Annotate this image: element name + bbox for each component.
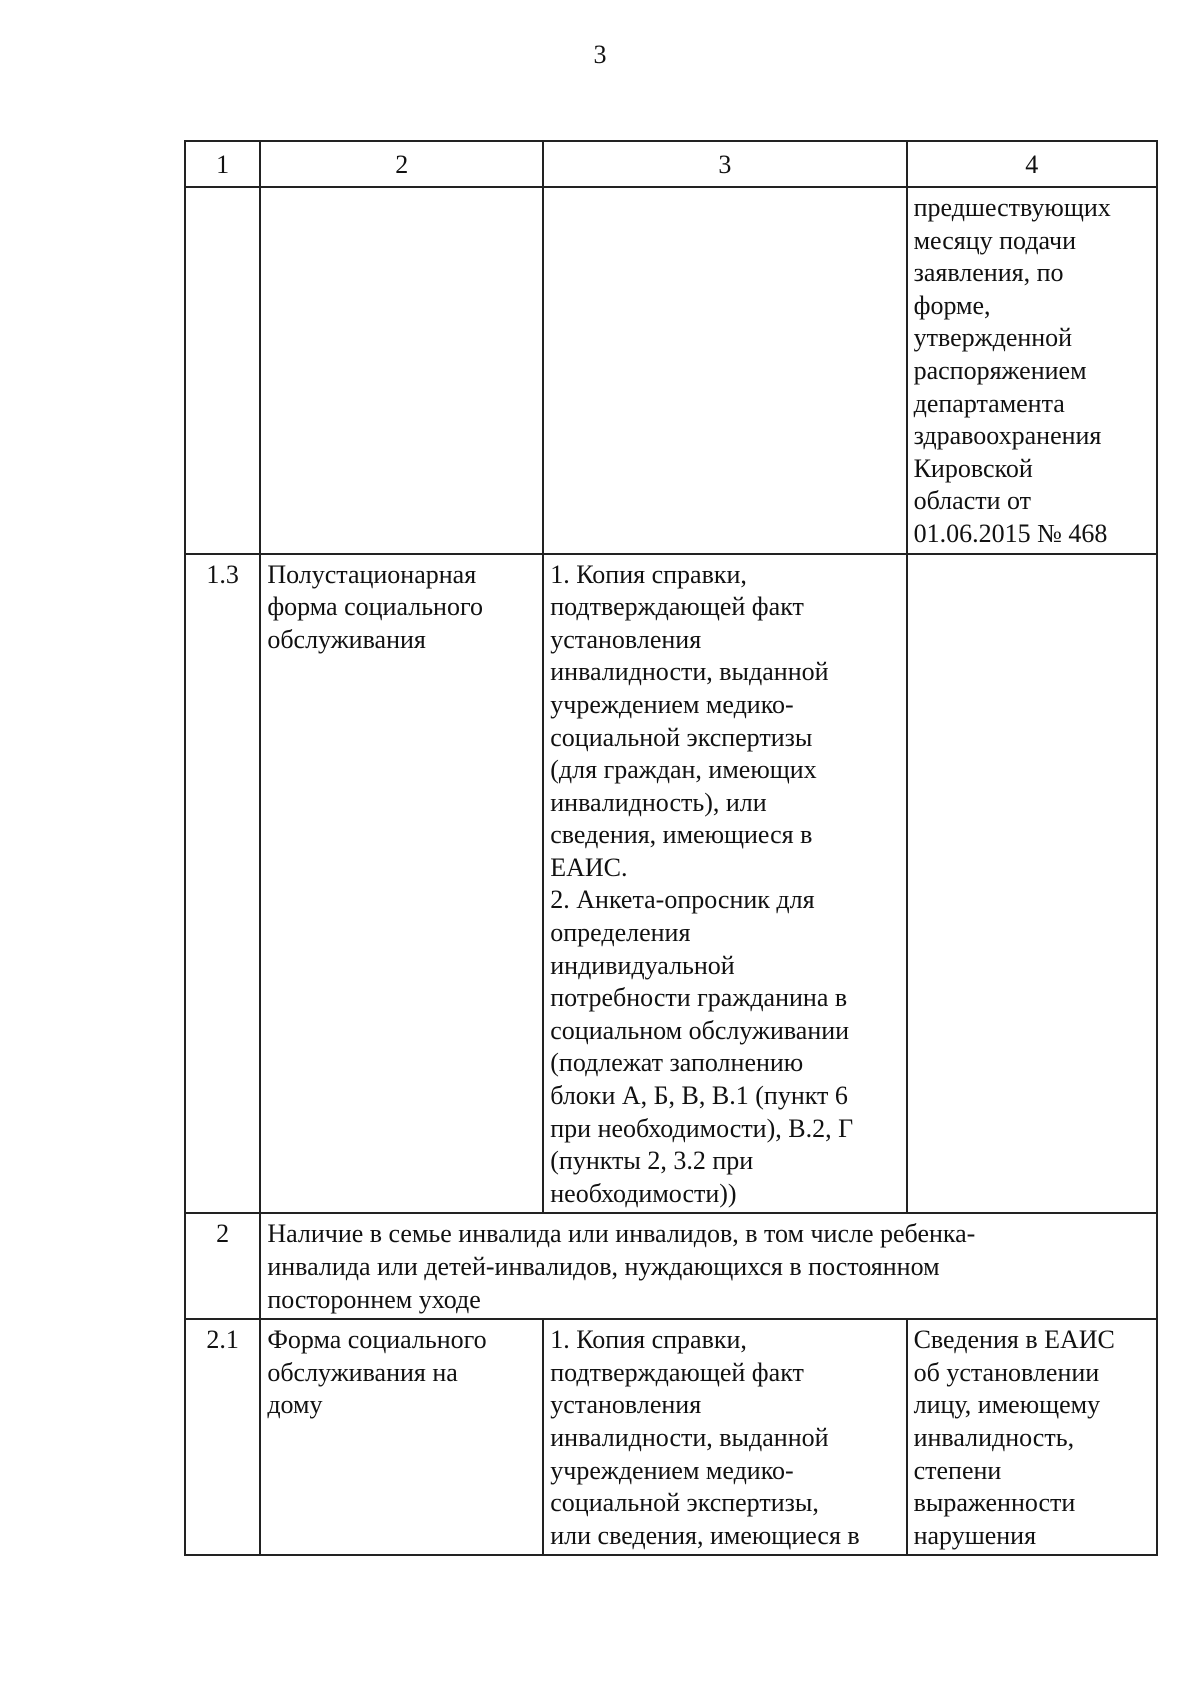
text-line: необходимости)) [550,1178,737,1208]
text-line: области от [913,486,1032,516]
text-line: постороннем уходе [267,1284,481,1314]
text-line: Наличие в семье инвалида или инвалидов, в том числе ребенка- [267,1219,976,1249]
text-line: инвалидности, выданной [550,1422,829,1452]
cell-empty [907,554,1157,1214]
text-line: или сведения, имеющиеся в [550,1520,860,1550]
text-line: Кировской [913,453,1033,483]
cell-empty [543,187,906,554]
table-row-continuation [185,187,1157,554]
text-line: обслуживания на [267,1357,458,1387]
text-line: определения [550,918,691,948]
cell-documents [543,1319,906,1555]
row-number: 2.1 [185,1319,260,1555]
text-line: нарушения [913,1520,1037,1550]
cell-empty [185,187,260,554]
table-header-row [185,141,1157,187]
text-line: заявления, по [913,258,1064,288]
text-line: здравоохранения [913,421,1102,451]
table-row-2 [185,1213,1157,1319]
text-line: 01.06.2015 № 468 [913,518,1108,548]
text-line: инвалидность, [913,1422,1075,1452]
row-number: 2 [185,1213,260,1319]
cell-form-type [260,554,543,1214]
header-col-3: 3 [543,141,906,187]
text-line: учреждением медико- [550,689,794,719]
text-line: социальной экспертизы, [550,1488,819,1518]
document-table [184,140,1158,1556]
text-line: блоки А, Б, В, В.1 (пункт 6 [550,1081,848,1111]
cell-documents [543,554,906,1214]
text-line: социальной экспертизы [550,722,813,752]
text-line: 1. Копия справки, [550,1325,747,1355]
text-line: выраженности [913,1488,1076,1518]
text-line: дому [267,1390,323,1420]
header-col-1: 1 [185,141,260,187]
text-line: распоряжением [913,355,1087,385]
text-line: учреждением медико- [550,1455,794,1485]
text-line: (подлежат заполнению [550,1048,804,1078]
text-line: инвалидности, выданной [550,657,829,687]
text-line: месяцу подачи [913,225,1077,255]
table-row-2-1 [185,1319,1157,1555]
text-line: предшествующих [913,193,1111,222]
text-line: потребности гражданина в [550,983,848,1013]
text-line: 1. Копия справки, [550,559,747,589]
table-row-1-3 [185,554,1157,1214]
text-line: об установлении [913,1357,1100,1387]
text-line: 2. Анкета-опросник для [550,885,815,915]
cell-form-type [260,1319,543,1555]
cell-eais-info [907,1319,1157,1555]
text-line: степени [913,1455,1002,1485]
text-line: форме, [913,290,991,320]
text-line: утвержденной [913,323,1073,353]
text-line: Сведения в ЕАИС [913,1325,1115,1355]
text-line: социальном обслуживании [550,1015,850,1045]
text-line: установления [550,624,702,654]
header-col-4: 4 [907,141,1157,187]
text-line: департамента [913,388,1065,418]
text-line: установления [550,1390,702,1420]
text-line: инвалидность), или [550,787,767,817]
cell-continuation-col4 [907,187,1157,554]
header-col-2: 2 [260,141,543,187]
text-line: (пункты 2, 3.2 при [550,1146,754,1176]
text-line: обслуживания [267,624,426,654]
text-line: (для граждан, имеющих [550,755,817,785]
cell-category-description [260,1213,1157,1319]
text-line: лицу, имеющему [913,1390,1101,1420]
row-number: 1.3 [185,554,260,1214]
text-line: форма социального [267,592,483,622]
text-line: подтверждающей факт [550,592,804,622]
text-line: при необходимости), В.2, Г [550,1113,854,1143]
cell-empty [260,187,543,554]
text-line: сведения, имеющиеся в [550,820,813,850]
text-line: индивидуальной [550,950,735,980]
text-line: Полустационарная [267,559,477,589]
text-line: подтверждающей факт [550,1357,804,1387]
text-line: Форма социального [267,1325,487,1355]
text-line: ЕАИС. [550,852,628,882]
text-line: инвалида или детей-инвалидов, нуждающихся в постоянном [267,1252,940,1281]
page-number: 3 [593,40,607,69]
